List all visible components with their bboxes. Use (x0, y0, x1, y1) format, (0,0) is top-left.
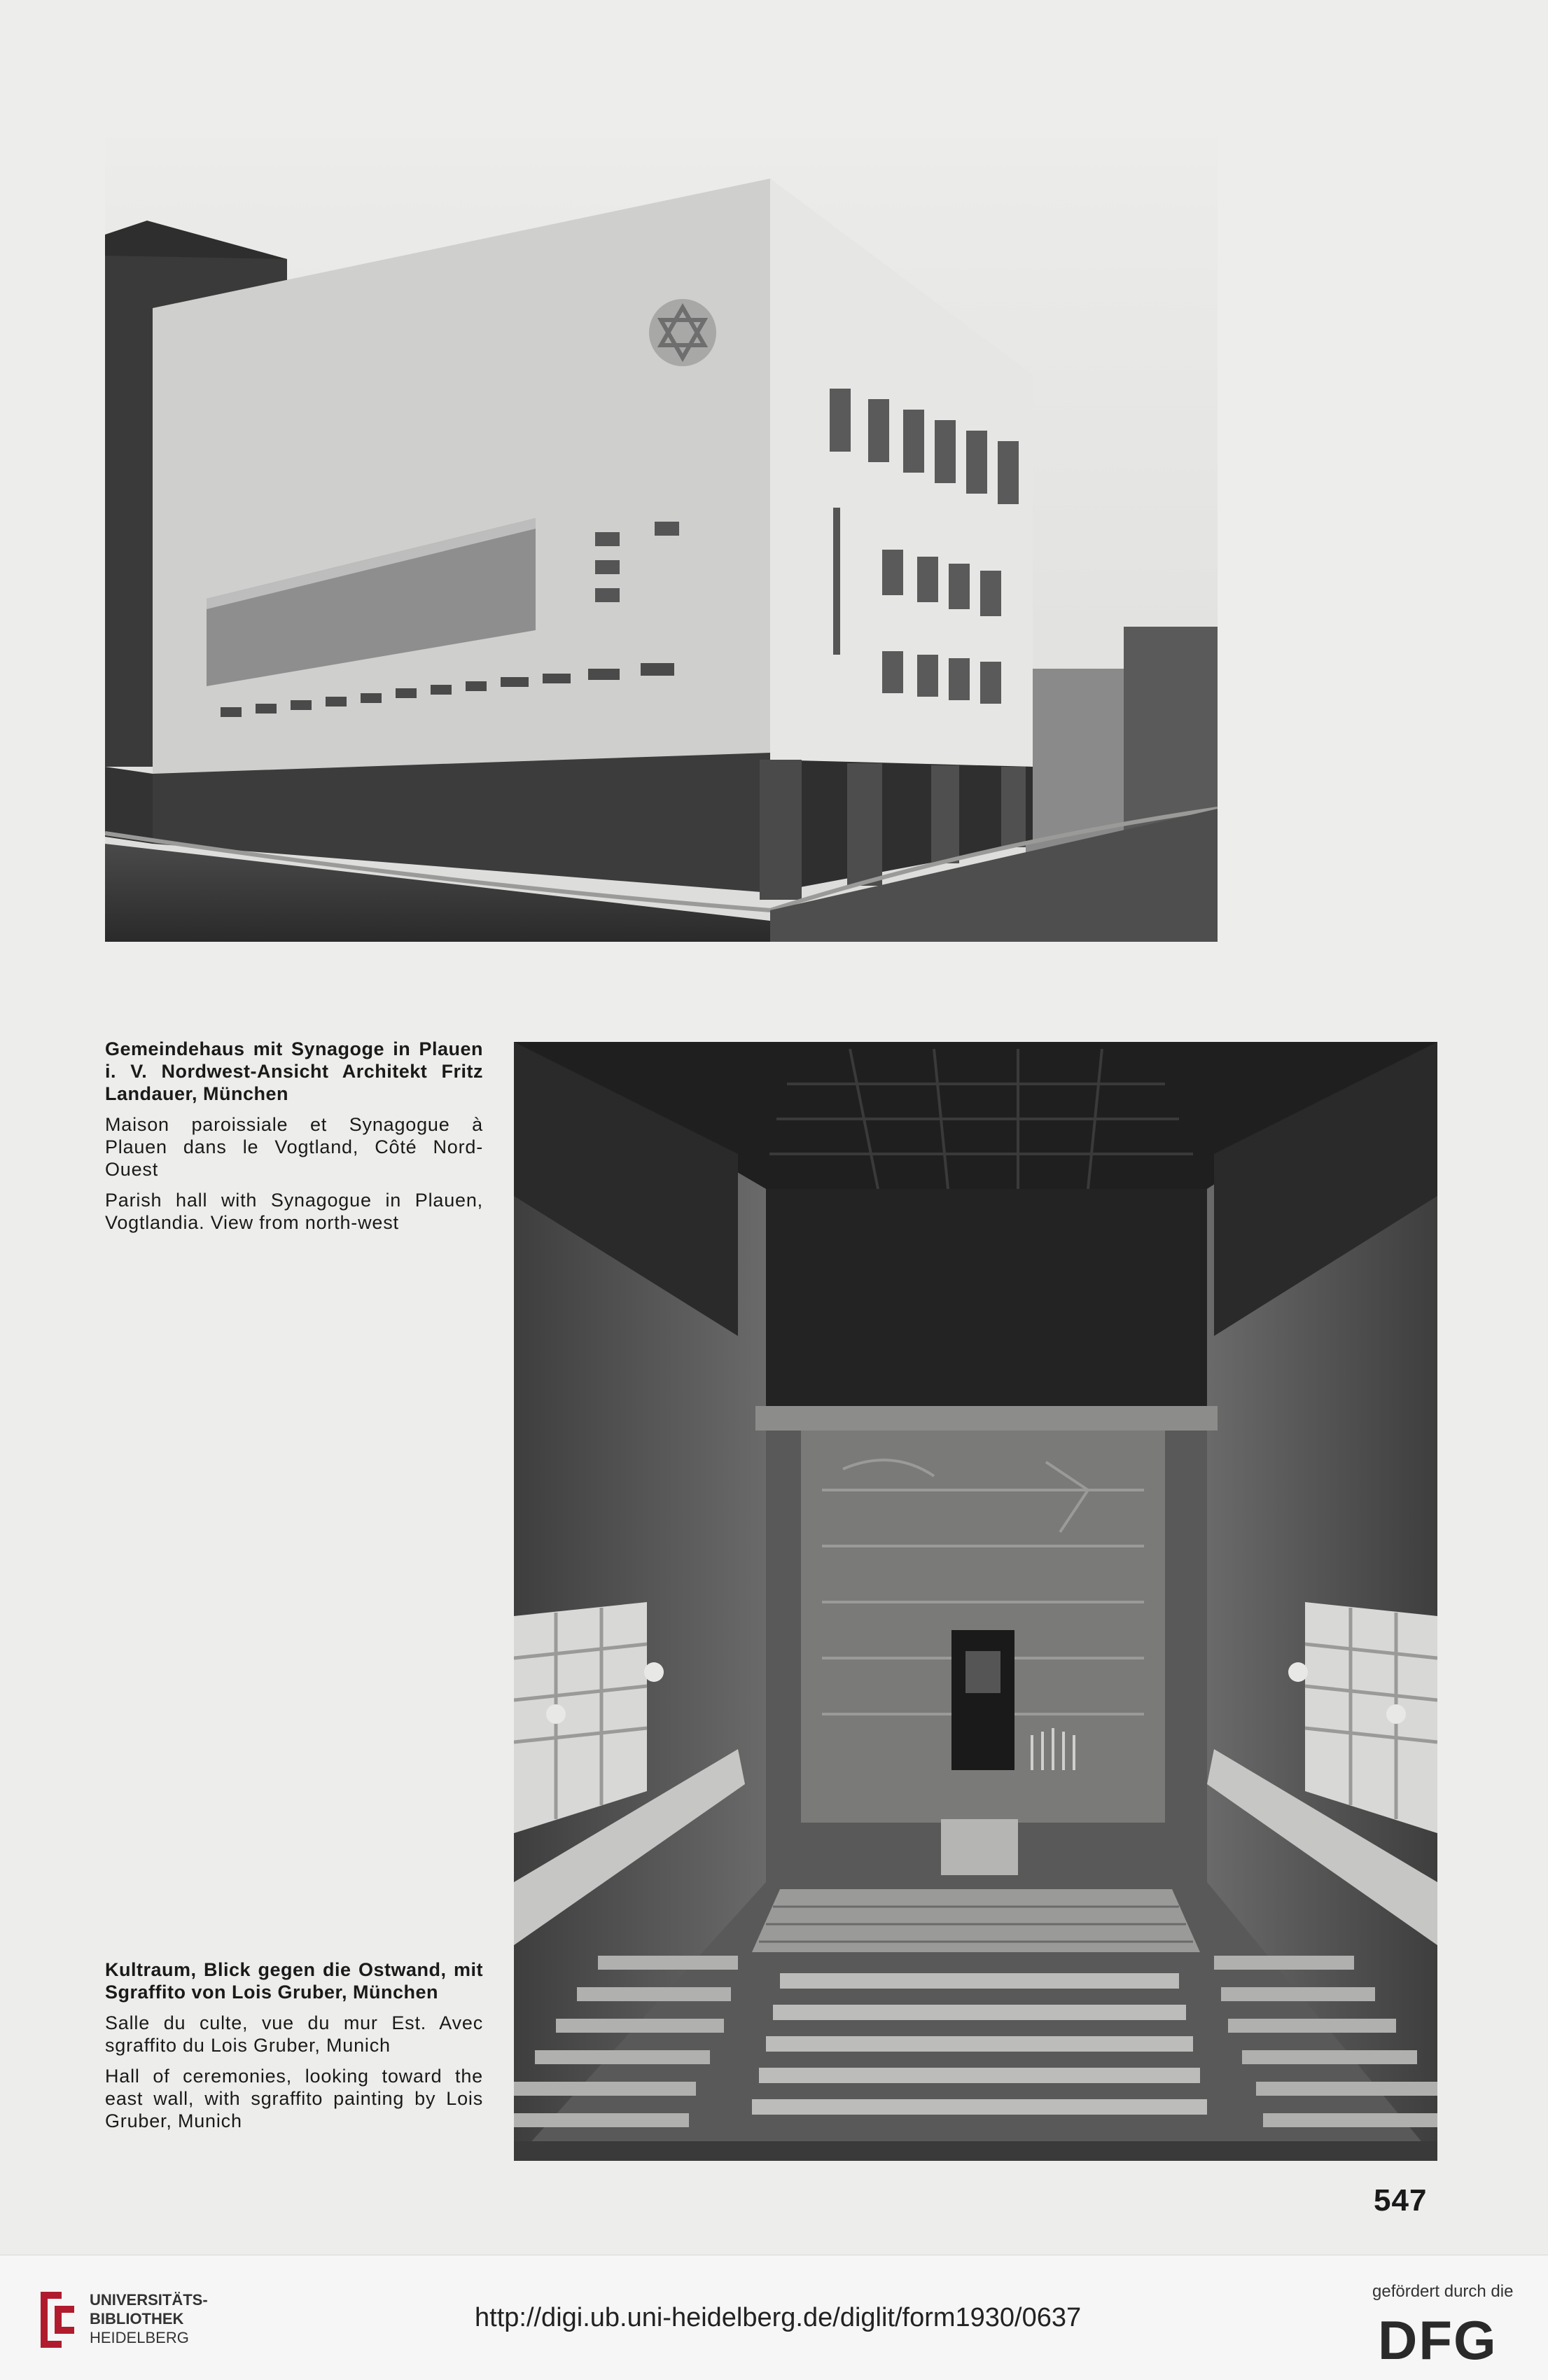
hall-interior-illustration (514, 1042, 1437, 2161)
funding-note: gefördert durch die (1372, 2282, 1514, 2301)
library-line-1: UNIVERSITÄTS- (90, 2291, 208, 2309)
caption-german: Gemeindehaus mit Synagoge in Plauen i. V. Nordwest-Ansicht Architekt Fritz Landauer, München (105, 1038, 483, 1104)
university-library-logo-icon[interactable] (34, 2285, 80, 2355)
caption-french: Salle du culte, vue du mur Est. Avec sgraffito du Lois Gruber, Munich (105, 2012, 483, 2056)
university-library-name (90, 2290, 208, 2347)
digital-object-url-link[interactable]: http://digi.ub.uni-heidelberg.de/diglit/form1930/0637 (475, 2303, 1082, 2332)
caption-hall-interior (105, 1958, 483, 2141)
library-line-3: HEIDELBERG (90, 2329, 189, 2346)
caption-german: Kultraum, Blick gegen die Ostwand, mit Sgraffito von Lois Gruber, München (105, 1959, 483, 2003)
caption-english: Hall of ceremonies, looking toward the east wall, with sgraffito painting by Lois Gruber, Munich (105, 2066, 483, 2131)
page-number: 547 (1374, 2183, 1428, 2218)
caption-english: Parish hall with Synagogue in Plauen, Vogtlandia. View from north-west (105, 1190, 483, 1233)
caption-french: Maison paroissiale et Synagogue à Plauen dans le Vogtland, Côté Nord-Ouest (105, 1114, 483, 1180)
digitization-footer (0, 2255, 1548, 2380)
caption-building-exterior (105, 1038, 483, 1242)
dfg-logo[interactable]: DFG (1378, 2309, 1498, 2371)
photo-building-exterior (105, 137, 1218, 942)
photo-hall-interior (514, 1042, 1437, 2161)
library-line-2: BIBLIOTHEK (90, 2310, 184, 2327)
building-exterior-illustration (105, 137, 1218, 942)
